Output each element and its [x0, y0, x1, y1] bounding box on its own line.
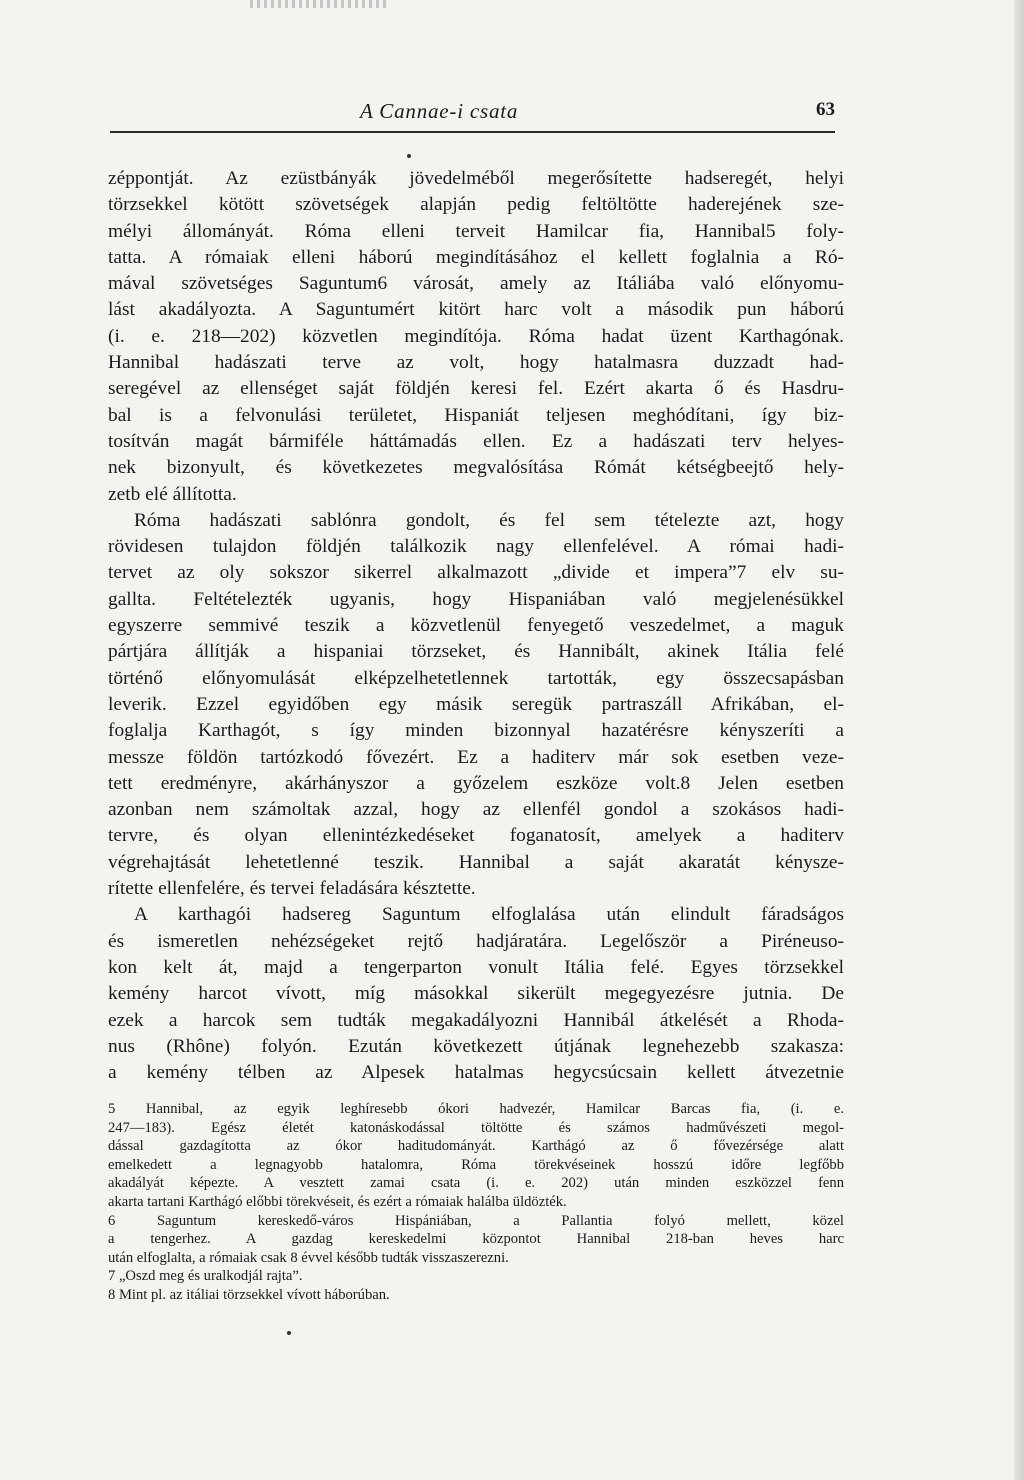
body-line: és ismeretlen nehézségeket rejtő hadjáratára. Legelőször a Piréneuso-	[108, 930, 844, 952]
body-line: nek bizonyult, és következetes megvalósítása Rómát kétségbeejtő hely-	[108, 457, 844, 479]
footnote-line: 7 „Oszd meg és uralkodjál rajta”.	[108, 1268, 303, 1285]
footnote-line: 8 Mint pl. az itáliai törzsekkel vívott háborúban.	[108, 1286, 390, 1303]
body-line: tervre, és olyan ellenintézkedéseket foganatosít, amelyek a haditerv	[108, 825, 844, 847]
body-text	[108, 166, 844, 1086]
body-line: mával szövetséges Saguntum6 városát, amely az Itáliába való előnyomu-	[108, 273, 844, 295]
body-line: zetb elé állította.	[108, 483, 237, 505]
body-line: egyszerre semmivé teszik a közvetlenül fenyegető veszedelmet, a maguk	[108, 615, 844, 637]
footnote-line: után elfoglalta, a rómaiak csak 8 évvel később tudták visszaszerezni.	[108, 1249, 509, 1266]
body-line: kemény harcot vívott, míg másokkal sikerült megegyezésre jutnia. De	[108, 983, 844, 1005]
body-line: azonban nem számoltak azzal, hogy az ellenfél gondol a szokásos hadi-	[108, 799, 844, 821]
body-line: történő előnyomulását elképzelhetetlennek tartották, egy összecsapásban	[108, 667, 844, 689]
footnote-line: emelkedett a legnagyobb hatalomra, Róma törekvéseinek hosszú időre legfőbb	[108, 1156, 844, 1173]
body-line: Hannibal hadászati terve az volt, hogy hatalmasra duzzadt had-	[108, 352, 844, 374]
ink-speck	[287, 1331, 291, 1335]
body-line: zéppontját. Az ezüstbányák jövedelméből megerősítette hadseregét, helyi	[108, 168, 844, 189]
body-line: rítette ellenfelére, és tervei feladására késztette.	[108, 878, 476, 900]
body-line: A karthagói hadsereg Saguntum elfoglalása után elindult fáradságos	[134, 904, 844, 926]
body-line: kon kelt át, majd a tengerparton vonult Itália felé. Egyes törzsekkel	[108, 956, 844, 978]
body-line: lást akadályozta. A Saguntumért kitört harc volt a második pun háború	[108, 299, 844, 321]
footnote-line: akadályát képezte. A vesztett zamai csata (i. e. 202) után minden eszközzel fenn	[108, 1175, 844, 1192]
footnote-line: 5 Hannibal, az egyik leghíresebb ókori hadvezér, Hamilcar Barcas fia, (i. e.	[108, 1101, 844, 1117]
footnote-line: 6 Saguntum kereskedő-város Hispániában, a Pallantia folyó mellett, közel	[108, 1212, 844, 1229]
running-title: A Cannae-i csata	[360, 99, 519, 123]
body-line: leverik. Ezzel egyidőben egy másik seregük partraszáll Afrikában, el-	[108, 693, 844, 715]
body-line: tett eredményre, akárhányszor a győzelem eszköze volt.8 Jelen esetben	[108, 772, 844, 794]
body-line: mélyi állományát. Róma elleni terveit Hamilcar fia, Hannibal5 foly-	[108, 220, 844, 242]
page-number: 63	[816, 99, 835, 120]
footnote-line: 247—183). Egész életét katonáskodással töltötte és számos hadművészeti megol-	[108, 1119, 844, 1136]
body-line: pártjára állítják a hispaniai törzseket, és Hannibált, akinek Itália felé	[108, 641, 844, 663]
body-line: nus (Rhône) folyón. Ezután következett útjának legnehezebb szakasza:	[108, 1035, 844, 1057]
body-line: bal is a felvonulási területet, Hispaniát teljesen meghódítani, így biz-	[108, 404, 844, 426]
footnotes	[108, 1100, 844, 1305]
body-line: végrehajtását lehetetlenné teszik. Hannibal a saját akaratát kénysze-	[108, 851, 844, 873]
body-line: törzsekkel kötött szövetségek alapján pedig feltöltötte haderejének sze-	[108, 194, 844, 216]
body-line: a kemény télben az Alpesek hatalmas hegycsúcsain kellett átvezetnie	[108, 1062, 844, 1084]
body-line: tosítván magát bármiféle háttámadás ellen. Ez a hadászati terv helyes-	[108, 430, 844, 452]
body-line: seregével az ellenséget saját földjén keresi fel. Ezért akarta ő és Hasdru-	[108, 378, 844, 400]
body-line: (i. e. 218—202) közvetlen megindítója. Róma hadat üzent Karthagónak.	[108, 325, 844, 347]
footnote-line: akarta tartani Karthágó előbbi törekvéseit, és ezért a rómaiak halálba üldözték.	[108, 1193, 567, 1210]
body-line: tatta. A rómaiak elleni háború megindításához el kellett foglalnia a Ró-	[108, 246, 844, 268]
body-line: ezek a harcok sem tudták megakadályozni Hannibál átkelését a Rhoda-	[108, 1009, 844, 1031]
ink-speck	[407, 154, 411, 158]
body-line: gallta. Feltételezték ugyanis, hogy Hispaniában való megjelenésükkel	[108, 588, 844, 610]
page-edge	[1014, 0, 1024, 1480]
footnote-line: dással gazdagította az ókor haditudományát. Karthágó az ő fővezérsége alatt	[108, 1138, 844, 1155]
header-rule	[110, 131, 835, 133]
scan-specks	[250, 0, 390, 8]
body-line: rövidesen tulajdon földjén találkozik nagy ellenfelével. A római hadi-	[108, 536, 844, 558]
body-line: Róma hadászati sablónra gondolt, és fel sem tételezte azt, hogy	[134, 509, 844, 531]
body-line: foglalja Karthagót, s így minden bizonnyal hazatérésre kényszeríti a	[108, 720, 844, 742]
body-line: messze földön tartózkodó fővezért. Ez a haditerv már sok esetben veze-	[108, 746, 844, 768]
footnote-line: a tengerhez. A gazdag kereskedelmi központot Hannibal 218-ban heves harc	[108, 1231, 844, 1248]
page-header	[110, 95, 835, 131]
body-line: tervet az oly sokszor sikerrel alkalmazott „divide et impera”7 elv su-	[108, 562, 844, 584]
